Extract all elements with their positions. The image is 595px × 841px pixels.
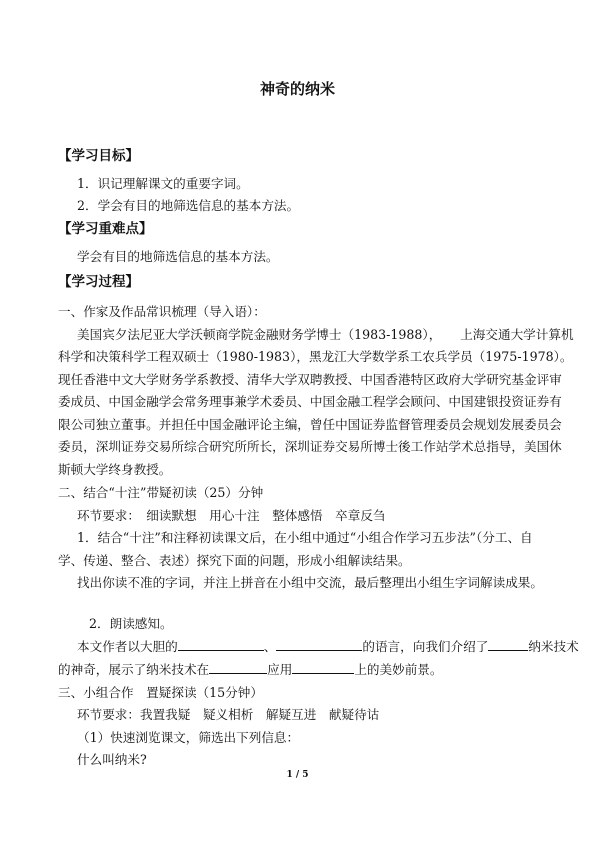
author-bio-line: 科学和决策科学工程双硕士（1980-1983），黑龙江大学数学系工农兵学员（1975-1978）。 <box>58 349 573 364</box>
heading-key-points: 【学习重难点】 <box>58 221 153 237</box>
section3-requirement: 环节要求：我置我疑 疑义相析 解疑互进 献疑待诂 <box>77 707 380 722</box>
section2-item2: 2．朗读感知。 <box>89 616 173 631</box>
answer-blank[interactable] <box>209 660 267 674</box>
heading-learning-goals: 【学习目标】 <box>58 148 139 164</box>
section2-item1-line: 学、传递、整合、表述）探究下面的问题，形成小组解读结果。 <box>58 553 411 568</box>
page-title: 神奇的纳米 <box>259 80 335 98</box>
section2-heading: 二、结合“十注”带疑初读（25）分钟 <box>58 485 264 500</box>
fill-in-sentence-line1 <box>77 637 579 657</box>
section2-item1-followup: 找出你读不准的字词，并注上拼音在小组中交流，最后整理出小组生字词解读成果。 <box>77 575 543 590</box>
fill-in-sentence-line2 <box>58 660 442 680</box>
section1-heading: 一、作家及作品常识梳理（导入语）： <box>58 304 266 319</box>
fill-text: 上的美妙前景。 <box>354 662 443 677</box>
section3-item1: （1）快速浏览课文，筛选出下列信息： <box>77 730 300 745</box>
heading-learning-process: 【学习过程】 <box>58 274 139 290</box>
section2-requirement: 环节要求： 细读默想 用心十注 整体感悟 卒章反刍 <box>77 508 386 523</box>
answer-blank[interactable] <box>292 660 354 674</box>
answer-blank[interactable] <box>276 637 362 651</box>
author-bio-line: 委员，深圳证券交易所综合研究所所长，深圳证券交易所博士後工作站学术总指导，美国休 <box>58 439 562 454</box>
section3-heading: 三、小组合作 置疑探读（15分钟） <box>58 685 263 700</box>
fill-text: 应用 <box>267 662 293 677</box>
page-number: 1 / 5 <box>286 770 309 780</box>
answer-blank[interactable] <box>488 637 528 651</box>
fill-text: 纳米技术 <box>528 639 579 654</box>
author-bio-line: 现任香港中文大学财务学系教授、清华大学双聘教授、中国香港特区政府大学研究基金评审 <box>58 372 562 387</box>
author-bio-line: 委成员、中国金融学会常务理事兼学术委员、中国金融工程学会顾问、中国建银投资证券有 <box>58 394 562 409</box>
fill-text: 的神奇，展示了纳米技术在 <box>58 662 210 677</box>
fill-text: 的语言，向我们介绍了 <box>362 639 489 654</box>
author-bio-line: 美国宾夕法尼亚大学沃顿商学院金融财务学博士（1983-1988）， 上海交通大学计算机 <box>77 327 574 342</box>
goal-item-1: 1．识记理解课文的重要字词。 <box>77 176 249 191</box>
author-bio-line: 限公司独立董事。并担任中国金融评论主编，曾任中国证券监督管理委员会规划发展委员会 <box>58 417 562 432</box>
author-bio-line: 斯顿大学终身教授。 <box>58 462 172 477</box>
fill-text: 、 <box>263 639 277 654</box>
section2-item1-line: 1．结合“十注”和注释初读课文后，在小组中通过“小组合作学习五步法”（分工、自 <box>77 530 533 545</box>
answer-blank[interactable] <box>178 637 264 651</box>
goal-item-2: 2．学会有目的地筛选信息的基本方法。 <box>77 198 300 213</box>
section3-question: 什么叫纳米? <box>77 752 147 767</box>
key-point-text: 学会有目的地筛选信息的基本方法。 <box>77 249 279 264</box>
fill-text: 本文作者以大胆的 <box>77 639 178 654</box>
